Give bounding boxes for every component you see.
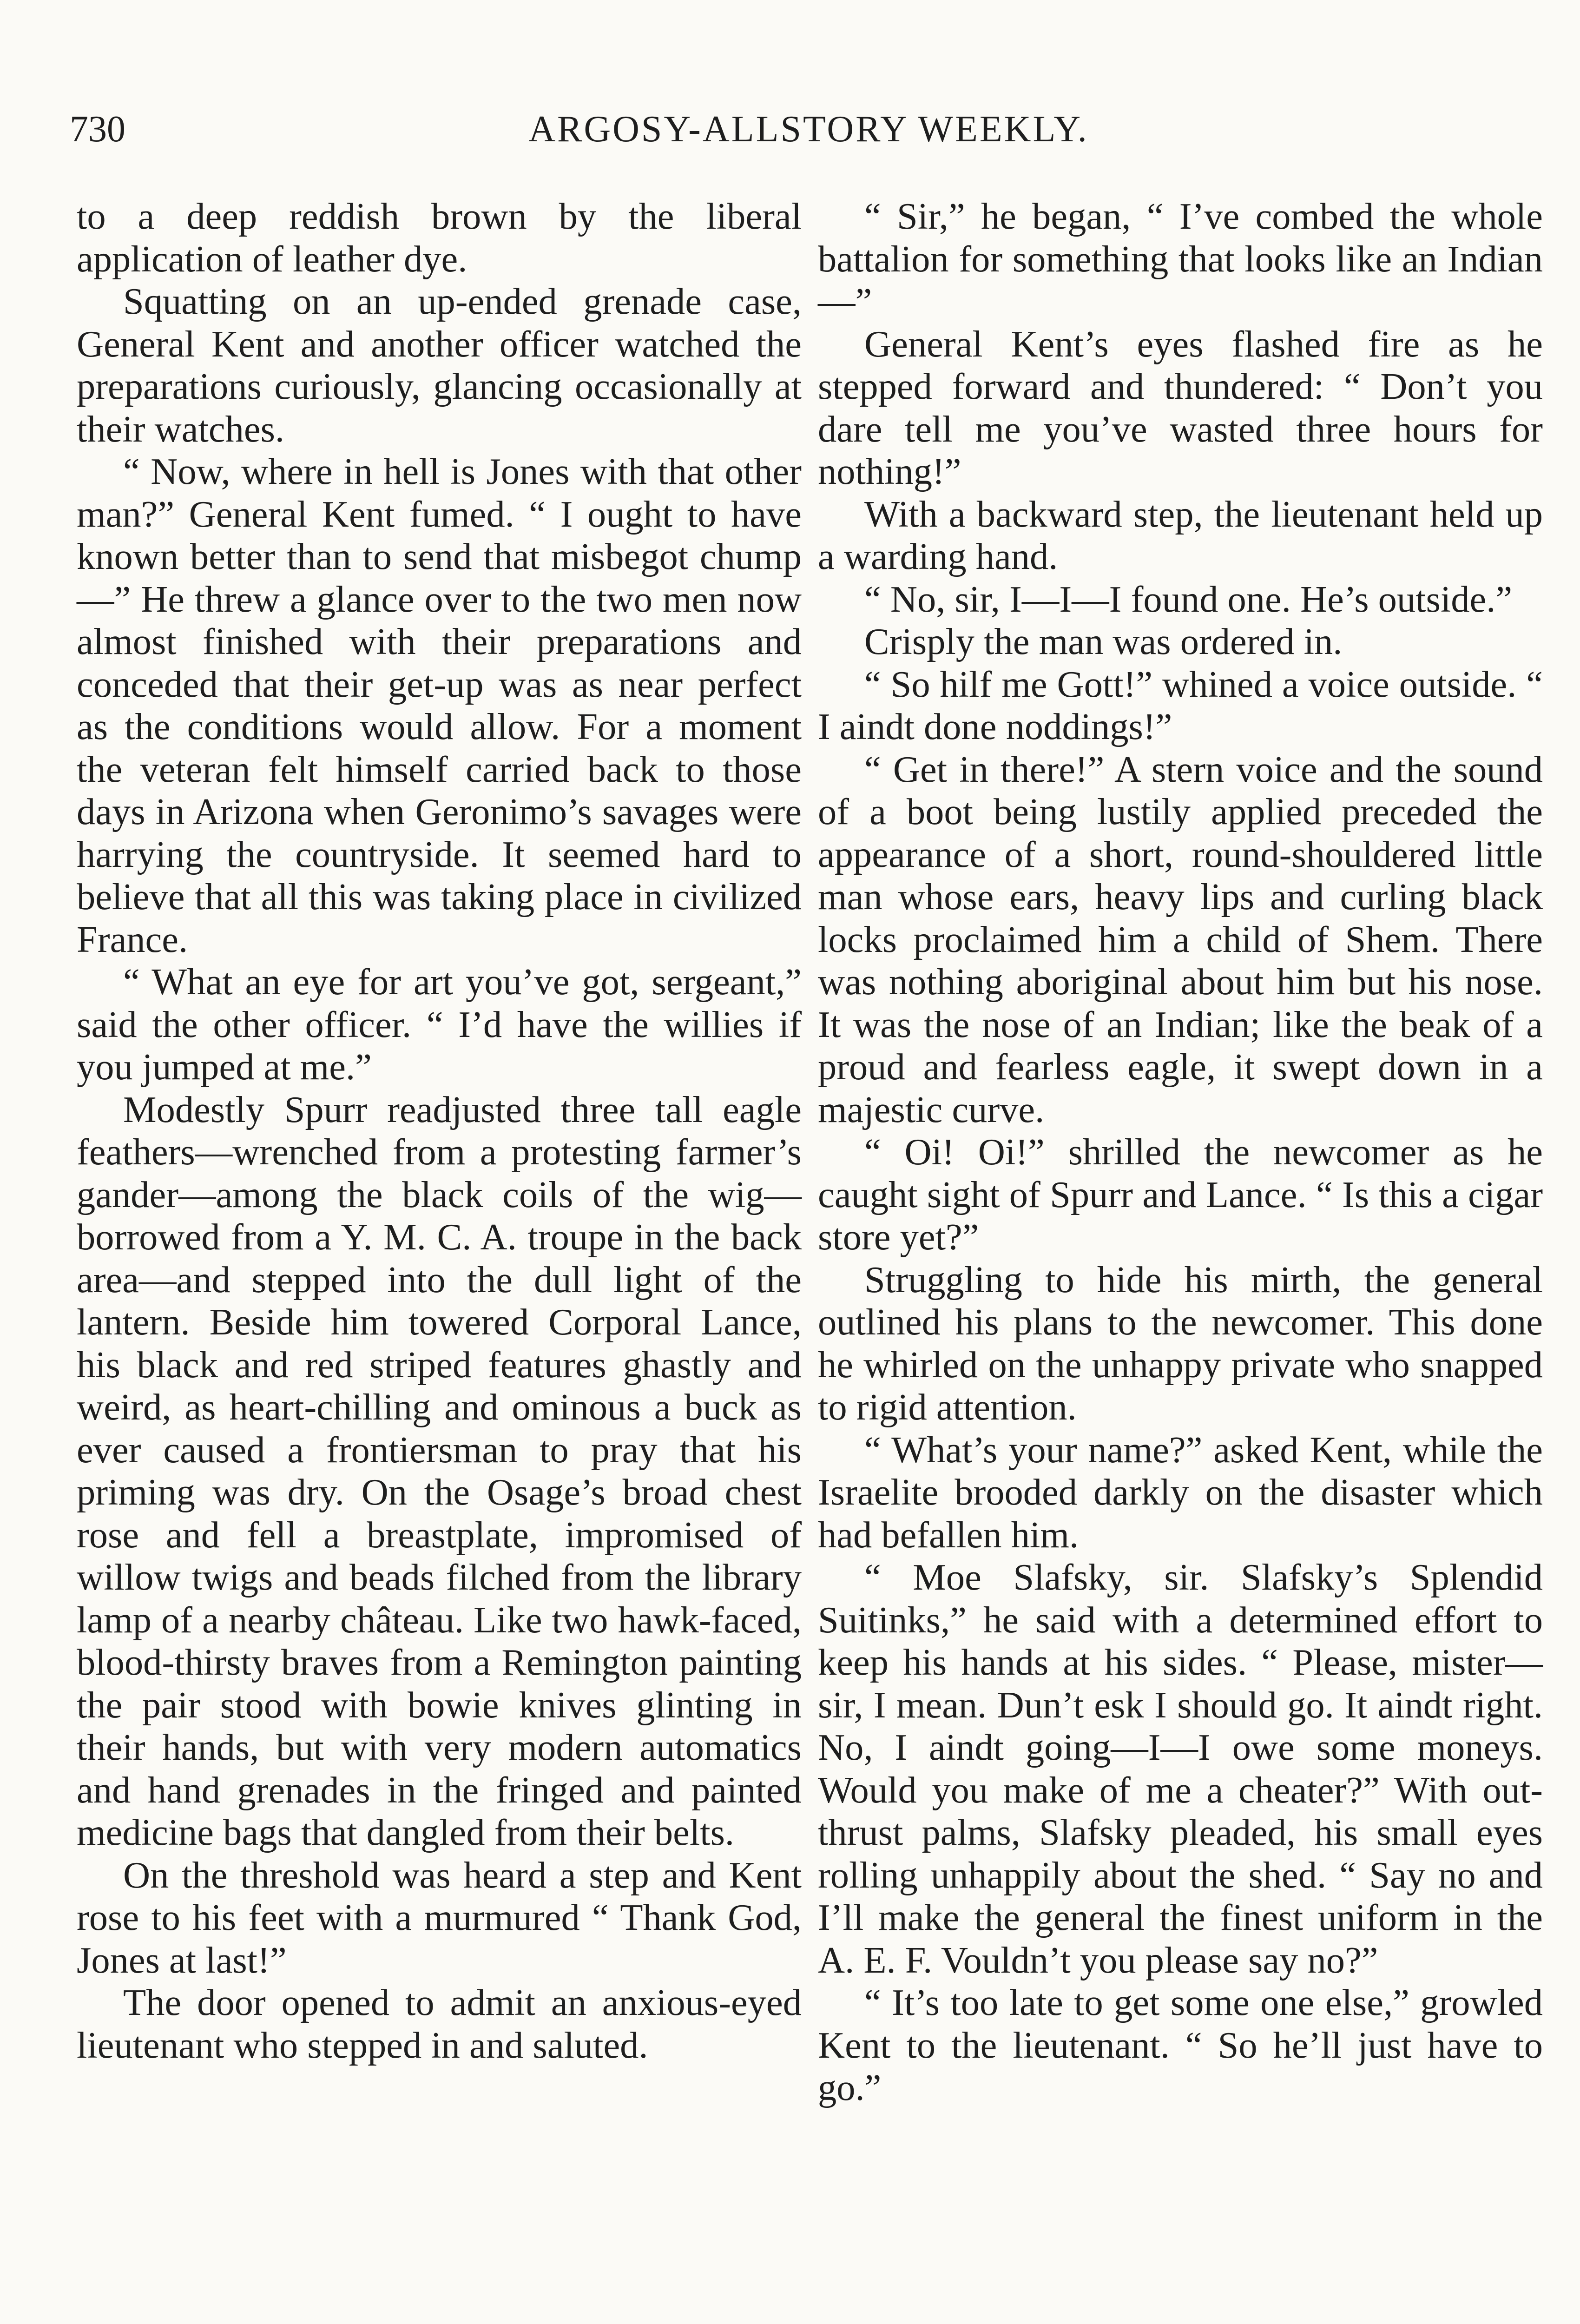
- left-column: [77, 195, 802, 2067]
- paragraph: On the threshold was heard a step and Kent rose to his feet with a murmured “ Thank God, Jones at last!”: [77, 1854, 802, 1981]
- paragraph: “ Now, where in hell is Jones with that other man?” General Kent fumed. “ I ought to have known better than to send that misbegot chump—” He threw a glance over to the two men now almost finished with their preparations and conceded that their get-up was as near perfect as the conditions would allow. For a moment the veteran felt himself carried back to those days in Arizona when Geronimo’s savages were harrying the countryside. It seemed hard to believe that all this was taking place in civilized France.: [77, 451, 802, 960]
- paragraph: “ Get in there!” A stern voice and the sound of a boot being lustily applied preceded the appearance of a short, round-shouldered little man whose ears, heavy lips and curling black locks proclaimed him a child of Shem. There was nothing aboriginal about him but his nose. It was the nose of an Indian; like the beak of a proud and fearless eagle, it swept down in a majestic curve.: [818, 748, 1543, 1130]
- running-head: ARGOSY-ALLSTORY WEEKLY.: [528, 109, 1089, 150]
- page-number: 730: [70, 109, 125, 150]
- paragraph: “ Moe Slafsky, sir. Slafsky’s Splendid Suitinks,” he said with a determined effort to keep his hands at his sides. “ Please, mister—sir, I mean. Dun’t esk I should go. It aindt right. No, I aindt going—I—I owe some moneys. Would you make of me a cheater?” With out-thrust palms, Slafsky pleaded, his small eyes rolling unhappily about the shed. “ Say no and I’ll make the general the finest uniform in the A. E. F. Vouldn’t you please say no?”: [818, 1557, 1543, 1981]
- page-header: [70, 106, 1547, 162]
- paragraph: “ Sir,” he began, “ I’ve combed the whole battalion for something that looks like an Indian—”: [818, 196, 1543, 322]
- paragraph: The door opened to admit an anxious-eyed lieutenant who stepped in and saluted.: [77, 1982, 802, 2066]
- paragraph: Struggling to hide his mirth, the general outlined his plans to the newcomer. This done he whirled on the unhappy private who snapped to rigid attention.: [818, 1259, 1543, 1428]
- right-column: [818, 195, 1543, 2109]
- paragraph: With a backward step, the lieutenant held up a warding hand.: [818, 493, 1543, 577]
- paragraph: Crisply the man was ordered in.: [864, 621, 1343, 662]
- paragraph: “ What’s your name?” asked Kent, while the Israelite brooded darkly on the disaster which had befallen him.: [818, 1429, 1543, 1556]
- paragraph: to a deep reddish brown by the liberal application of leather dye.: [77, 196, 802, 280]
- paragraph: “ It’s too late to get some one else,” growled Kent to the lieutenant. “ So he’ll just have to go.”: [818, 1982, 1543, 2108]
- paragraph: Modestly Spurr readjusted three tall eagle feathers—wrenched from a protesting farmer’s gander—among the black coils of the wig—borrowed from a Y. M. C. A. troupe in the back area—and stepped into the dull light of the lantern. Beside him towered Corporal Lance, his black and red striped features ghastly and weird, as heart-chilling and ominous a buck as ever caused a frontiersman to pray that his priming was dry. On the Osage’s broad chest rose and fell a breastplate, impromised of willow twigs and beads filched from the library lamp of a nearby château. Like two hawk-faced, blood-thirsty braves from a Remington painting the pair stood with bowie knives glinting in their hands, but with very modern automatics and hand grenades in the fringed and painted medicine bags that dangled from their belts.: [77, 1089, 802, 1853]
- paragraph: General Kent’s eyes flashed fire as he stepped forward and thundered: “ Don’t you dare tell me you’ve wasted three hours for nothing!”: [818, 323, 1543, 492]
- paragraph: “ Oi! Oi!” shrilled the newcomer as he caught sight of Spurr and Lance. “ Is this a cigar store yet?”: [818, 1131, 1543, 1258]
- paragraph: “ No, sir, I—I—I found one. He’s outside.”: [864, 578, 1513, 620]
- paragraph: “ What an eye for art you’ve got, sergeant,” said the other officer. “ I’d have the willies if you jumped at me.”: [77, 961, 802, 1088]
- paragraph: “ So hilf me Gott!” whined a voice outside. “ I aindt done noddings!”: [818, 663, 1543, 747]
- paragraph: Squatting on an up-ended grenade case, General Kent and another officer watched the preparations curiously, glancing occasionally at their watches.: [77, 281, 802, 450]
